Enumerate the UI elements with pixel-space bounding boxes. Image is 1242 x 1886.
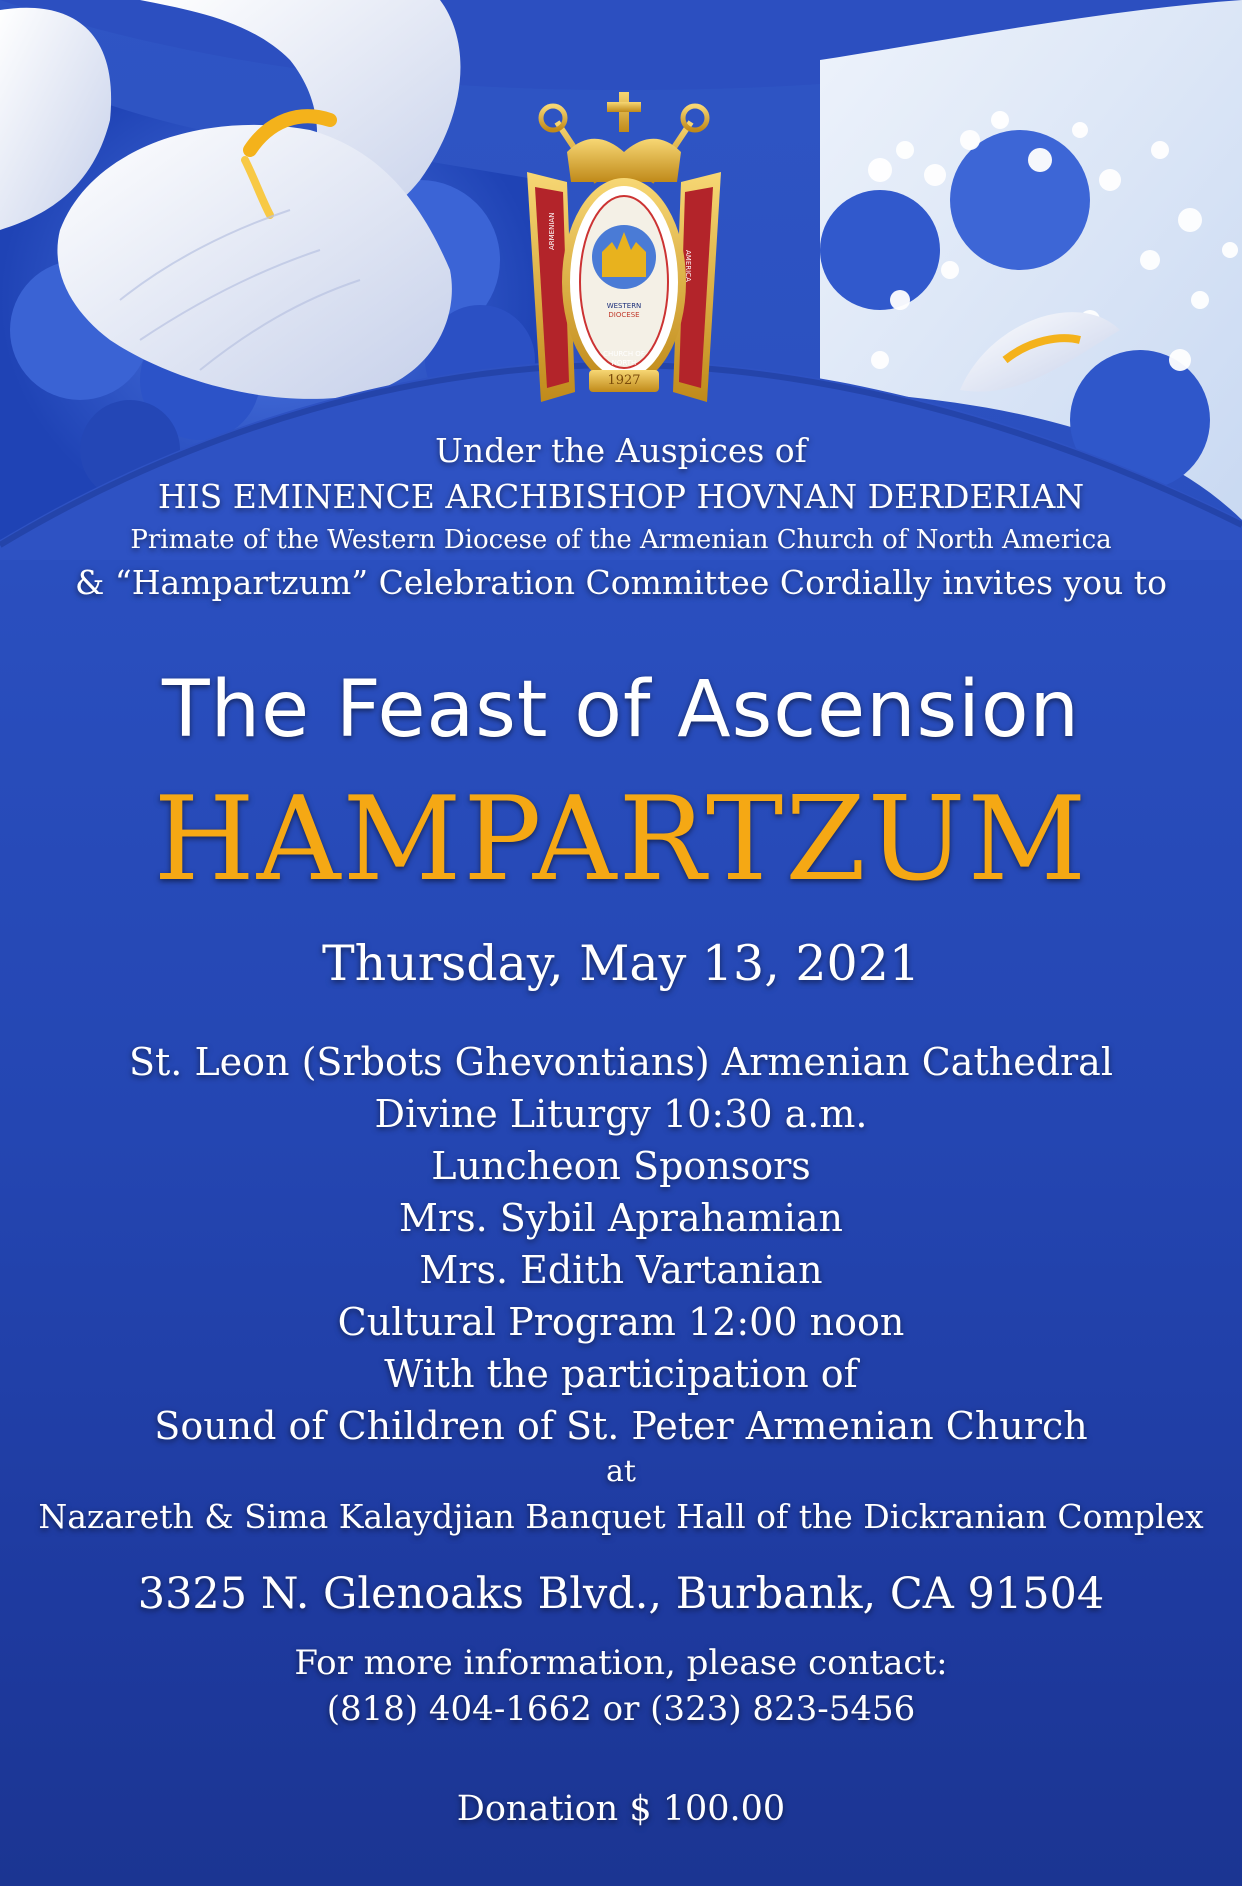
primate-name: HIS EMINENCE ARCHBISHOP HOVNAN DERDERIAN bbox=[157, 477, 1085, 516]
event-date: Thursday, May 13, 2021 bbox=[321, 935, 921, 992]
auspices-section bbox=[0, 428, 1242, 606]
contact-heading: For more information, please contact: bbox=[294, 1643, 948, 1683]
emblem-western: WESTERN bbox=[606, 302, 642, 310]
auspices-line: Under the Auspices of bbox=[435, 431, 807, 470]
emblem-ring-left: ARMENIAN bbox=[548, 212, 556, 250]
emblem-year: 1927 bbox=[607, 373, 641, 388]
donation-amount: Donation $ 100.00 bbox=[456, 1789, 786, 1829]
emblem-church-label: CHURCH OF NORTH bbox=[603, 350, 645, 367]
liturgy-time: Divine Liturgy 10:30 a.m. bbox=[374, 1092, 868, 1136]
performers: Sound of Children of St. Peter Armenian Church bbox=[154, 1404, 1088, 1448]
at-line: at bbox=[606, 1454, 636, 1489]
event-name: HAMPARTZUM bbox=[153, 772, 1089, 907]
emblem-label bbox=[596, 302, 652, 320]
event-details bbox=[0, 1036, 1242, 1542]
emblem-ring-right: AMERICA bbox=[684, 250, 692, 282]
event-address: 3325 N. Glenoaks Blvd., Burbank, CA 91504 bbox=[137, 1569, 1105, 1619]
event-title: The Feast of Ascension bbox=[161, 665, 1080, 755]
banquet-hall: Nazareth & Sima Kalaydjian Banquet Hall of the Dickranian Complex bbox=[38, 1497, 1204, 1536]
contact-phones: (818) 404-1662 or (323) 823-5456 bbox=[326, 1689, 916, 1729]
sponsor-1: Mrs. Sybil Aprahamian bbox=[399, 1196, 843, 1240]
venue: St. Leon (Srbots Ghevontians) Armenian Cathedral bbox=[128, 1040, 1113, 1084]
contact-section bbox=[0, 1640, 1242, 1732]
committee-line: & “Hampartzum” Celebration Committee Cordially invites you to bbox=[75, 563, 1167, 602]
primate-title: Primate of the Western Diocese of the Armenian Church of North America bbox=[130, 525, 1112, 555]
cultural-program: Cultural Program 12:00 noon bbox=[337, 1300, 905, 1344]
sponsor-2: Mrs. Edith Vartanian bbox=[419, 1248, 823, 1292]
luncheon-heading: Luncheon Sponsors bbox=[431, 1144, 811, 1188]
emblem-diocese: DIOCESE bbox=[608, 311, 640, 319]
participation-line: With the participation of bbox=[384, 1352, 858, 1396]
